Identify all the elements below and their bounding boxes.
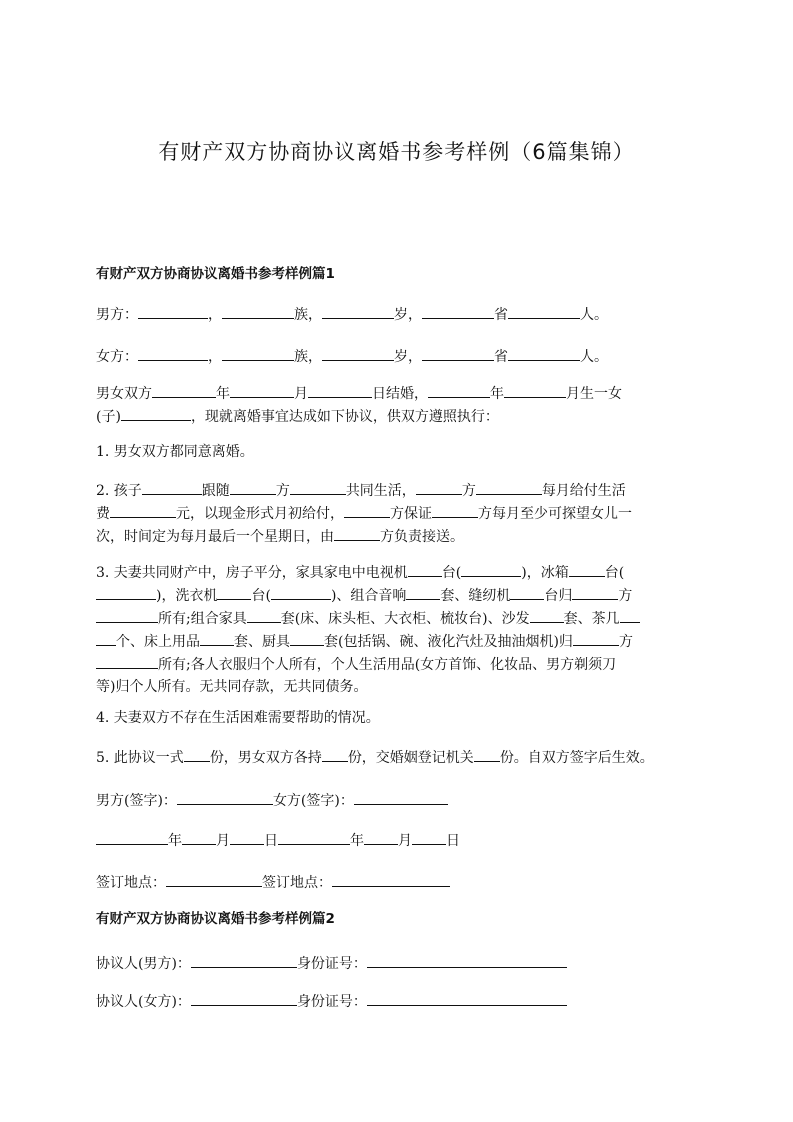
blank[interactable] xyxy=(476,479,542,495)
text: 台( xyxy=(604,565,625,581)
comma: ， xyxy=(208,349,222,365)
text: 月 xyxy=(398,833,412,849)
blank[interactable] xyxy=(96,584,156,600)
item-1: 1. 男女双方都同意离婚。 xyxy=(96,444,254,460)
blank[interactable] xyxy=(422,345,494,361)
blank[interactable] xyxy=(474,746,500,762)
party-female-line xyxy=(96,990,700,1011)
text: 5. 此协议一式 xyxy=(96,750,184,766)
text: 所有;组合家具 xyxy=(158,611,247,627)
blank[interactable] xyxy=(569,561,605,577)
text: 跟随 xyxy=(201,483,230,499)
ethnic-label: 族， xyxy=(294,307,322,323)
blank[interactable] xyxy=(530,607,564,623)
item-2-paragraph xyxy=(96,479,700,548)
text: 年 xyxy=(350,833,364,849)
text: 元，以现金形式月初给付， xyxy=(176,506,344,522)
id-field[interactable] xyxy=(367,952,567,968)
male-label: 男方： xyxy=(96,307,138,323)
item-5 xyxy=(96,746,700,767)
text: 套、缝纫机 xyxy=(440,588,511,604)
text: 方 xyxy=(275,483,290,499)
place-field-2[interactable] xyxy=(332,871,450,887)
blank[interactable] xyxy=(322,303,394,319)
blank[interactable] xyxy=(217,584,251,600)
blank[interactable] xyxy=(222,345,294,361)
blank[interactable] xyxy=(230,382,294,398)
page-title: 有财产双方协商协议离婚书参考样例（6篇集锦） xyxy=(158,140,635,164)
text: 2. 孩子 xyxy=(96,483,142,499)
text: 日 xyxy=(446,833,460,849)
blank[interactable] xyxy=(416,479,462,495)
party-female-label: 协议人(女方)： xyxy=(96,994,191,1010)
person-label: 人。 xyxy=(580,349,608,365)
blank[interactable] xyxy=(230,829,264,845)
text: 方保证 xyxy=(390,506,432,522)
text: 台( xyxy=(251,588,271,604)
text: 男女双方 xyxy=(96,386,152,402)
text: )，冰箱 xyxy=(521,565,569,581)
ethnic-label: 族， xyxy=(294,349,322,365)
blank[interactable] xyxy=(510,584,544,600)
text: 份，男女双方各持 xyxy=(209,750,322,766)
text: 方每月至少可探望女儿一 xyxy=(478,506,632,522)
blank[interactable] xyxy=(182,829,216,845)
blank[interactable] xyxy=(290,630,324,646)
section-heading-1: 有财产双方协商协议离婚书参考样例篇1 xyxy=(96,266,335,282)
blank[interactable] xyxy=(96,607,158,623)
text: 每月给付生活 xyxy=(541,483,626,499)
blank[interactable] xyxy=(422,303,494,319)
female-label: 女方： xyxy=(96,349,138,365)
male-signature-field[interactable] xyxy=(177,789,273,805)
party-male-line xyxy=(96,952,700,973)
blank[interactable] xyxy=(138,303,208,319)
blank[interactable] xyxy=(334,525,380,541)
text: 月 xyxy=(294,386,308,402)
text: 日 xyxy=(264,833,278,849)
party-male-label: 协议人(男方)： xyxy=(96,956,191,972)
female-signature-label: 女方(签字)： xyxy=(272,793,354,809)
blank[interactable] xyxy=(96,653,158,669)
text: 费 xyxy=(96,506,110,522)
text: 3. 夫妻共同财产中，房子平分，家具家电中电视机 xyxy=(96,565,408,581)
blank[interactable] xyxy=(572,584,618,600)
text: 套、厨具 xyxy=(234,634,290,650)
item-3-paragraph xyxy=(96,561,700,698)
signature-line xyxy=(96,789,700,810)
text: 次，时间定为每月最后一个星期日，由 xyxy=(96,529,334,545)
blank[interactable] xyxy=(200,630,234,646)
place-label-1: 签订地点： xyxy=(96,875,166,891)
blank[interactable] xyxy=(110,502,176,518)
blank[interactable] xyxy=(573,630,619,646)
age-label: 岁， xyxy=(394,307,422,323)
party-male-field[interactable] xyxy=(191,952,297,968)
blank[interactable] xyxy=(96,630,116,646)
blank[interactable] xyxy=(322,345,394,361)
text: 年 xyxy=(168,833,182,849)
text: )，洗衣机 xyxy=(156,588,218,604)
person-label: 人。 xyxy=(580,307,608,323)
text: 方 xyxy=(461,483,476,499)
blank[interactable] xyxy=(271,584,331,600)
section-heading-2: 有财产双方协商协议离婚书参考样例篇2 xyxy=(96,911,335,927)
marriage-paragraph xyxy=(96,382,700,428)
text: 等)归个人所有。无共同存款，无共同债务。 xyxy=(96,679,368,695)
female-signature-field[interactable] xyxy=(354,789,448,805)
blank[interactable] xyxy=(508,345,580,361)
text: 方 xyxy=(618,588,633,604)
blank[interactable] xyxy=(230,479,276,495)
female-info-line xyxy=(96,345,700,366)
blank[interactable] xyxy=(308,382,372,398)
blank[interactable] xyxy=(142,479,202,495)
text: 方负责接送。 xyxy=(380,529,464,545)
blank[interactable] xyxy=(290,479,346,495)
blank[interactable] xyxy=(508,303,580,319)
id-label: 身份证号： xyxy=(296,994,367,1010)
blank[interactable] xyxy=(247,607,281,623)
text: 台( xyxy=(441,565,462,581)
place-label-2: 签订地点： xyxy=(262,875,332,891)
male-info-line xyxy=(96,303,700,324)
text: 月 xyxy=(216,833,230,849)
blank[interactable] xyxy=(412,829,446,845)
id-field[interactable] xyxy=(367,990,567,1006)
text: 套、茶几 xyxy=(563,611,620,627)
blank[interactable] xyxy=(620,607,640,623)
blank[interactable] xyxy=(344,502,390,518)
text: 份，交婚姻登记机关 xyxy=(347,750,474,766)
text: 所有;各人衣服归个人所有，个人生活用品(女方首饰、化妆品、男方剃须刀 xyxy=(158,657,617,673)
text: 套(床、床头柜、大衣柜、梳妆台)、沙发 xyxy=(280,611,530,627)
item-4: 4. 夫妻双方不存在生活困难需要帮助的情况。 xyxy=(96,710,380,726)
id-label: 身份证号： xyxy=(296,956,367,972)
blank[interactable] xyxy=(364,829,398,845)
text: 月生一女 xyxy=(566,386,622,402)
text: ，现就离婚事宜达成如下协议，供双方遵照执行： xyxy=(190,409,499,425)
text: 套(包括锅、碗、液化汽灶及抽油烟机)归 xyxy=(324,634,573,650)
blank[interactable] xyxy=(461,561,521,577)
text: 方 xyxy=(618,634,633,650)
blank[interactable] xyxy=(96,829,168,845)
text: 日结婚， xyxy=(372,386,428,402)
blank[interactable] xyxy=(428,382,490,398)
blank[interactable] xyxy=(222,303,294,319)
text: 份。自双方签字后生效。 xyxy=(499,750,654,766)
province-label: 省 xyxy=(494,349,508,365)
blank[interactable] xyxy=(322,746,348,762)
text: )、组合音响 xyxy=(330,588,407,604)
blank[interactable] xyxy=(152,382,216,398)
blank[interactable] xyxy=(504,382,566,398)
text: 共同生活， xyxy=(345,483,416,499)
blank[interactable] xyxy=(121,405,191,421)
text: 年 xyxy=(490,386,504,402)
text: 年 xyxy=(216,386,230,402)
text: (子) xyxy=(96,409,121,425)
comma: ， xyxy=(208,307,222,323)
blank[interactable] xyxy=(278,829,350,845)
date-line xyxy=(96,829,700,850)
blank[interactable] xyxy=(408,561,442,577)
blank[interactable] xyxy=(432,502,478,518)
age-label: 岁， xyxy=(394,349,422,365)
blank[interactable] xyxy=(184,746,210,762)
place-field-1[interactable] xyxy=(166,871,262,887)
text: 台归 xyxy=(544,588,573,604)
blank[interactable] xyxy=(406,584,440,600)
province-label: 省 xyxy=(494,307,508,323)
text: 个、床上用品 xyxy=(116,634,200,650)
male-signature-label: 男方(签字)： xyxy=(96,793,177,809)
place-line xyxy=(96,871,700,892)
party-female-field[interactable] xyxy=(191,990,297,1006)
blank[interactable] xyxy=(138,345,208,361)
